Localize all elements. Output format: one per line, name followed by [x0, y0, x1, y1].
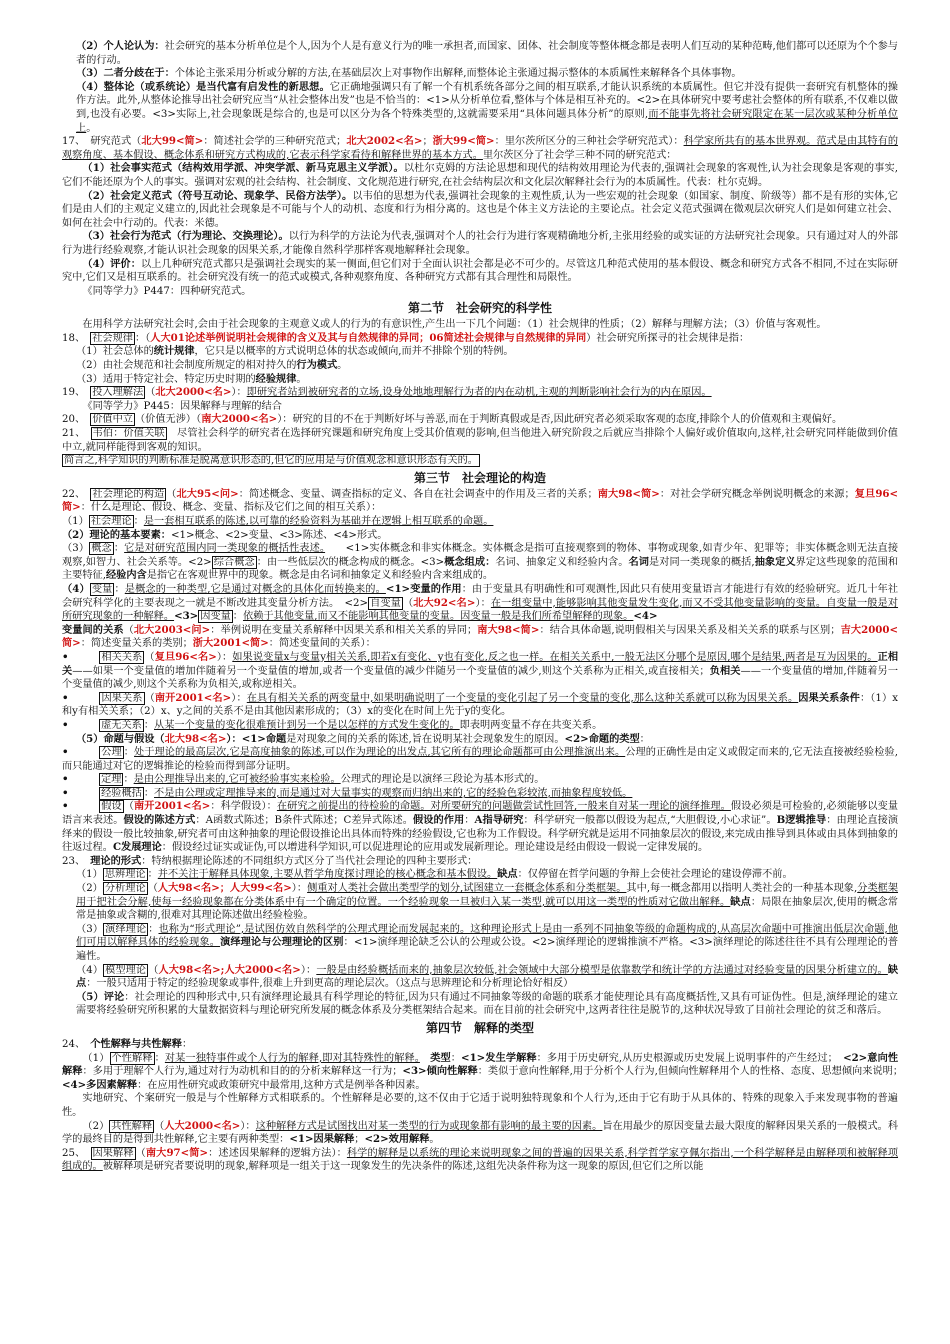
text-run: ——如果一个变量值的增加伴随着另一个变量值的增加,或者一个变量值的减少伴随另一个变量值的减少,则这个关系称为正相关,或直接相关；: [72, 665, 710, 677]
text-run: 。: [337, 360, 348, 372]
boxed-term: 综合概念: [213, 556, 255, 568]
text-run: •: [62, 650, 100, 663]
text-run: 以行为科学的方法论为代表,强调对个人的社会行为进行客观精确地分析,主张用经验的或实证的方法研究社会现象。只有通过对人的外部行为进行经验观察,才能认识社会现象的因果关系,才能像自然科学那样客观地解释社会现象。: [62, 231, 898, 256]
text-run: （2）社会定义范式（符号互动论、现象学、民俗方法学）。: [82, 189, 353, 202]
text-run: （2）个人论认为：: [76, 40, 165, 52]
text-run: 科学的解释是以系统的理论来说明现象之间的普遍的因果关系,科学哲学家亨佩尔指出,一个科学解释是由解释项和被解释项组成的。: [62, 1147, 899, 1173]
text-run: 在一组变量中,能够影响其他变量发生变化,而又不受其他变量影响的变量。自变量一般是对所研究现象的一种解释。: [62, 597, 899, 623]
text-run: 以杜尔克姆的方法论思想和现代的结构效用理论为代表的,强调社会现象的客观性,认为社会现象是客观的事实,它们不能还原为个人的事实。强调对宏观的社会结构、社会制度、文化规范进行研究,在社会结构层次和文化层次解释社会行为的本质属性。代表：杜尔克姆。: [62, 163, 898, 188]
text-run: ：假设经过证实或证伪,可以增进科学知识,可以促进理论的应用或发展新理论。理论建设是经由假设一假说一定律发展的。: [161, 842, 709, 854]
text-run: 统计规律: [153, 345, 195, 358]
paragraph: [62, 800, 898, 854]
text-run: 19、: [62, 387, 91, 399]
boxed-term: 简言之,科学知识的判断标准是脱离意识形态的,但它的应用是与价值观念和意识形态有关的。: [64, 455, 478, 467]
text-run: （: [144, 651, 155, 663]
paragraph: [62, 454, 898, 468]
text-run: A指导研究: [474, 814, 524, 827]
text-run: 是由公理推导出来的,它可被经验事实来检验。: [133, 774, 341, 786]
paragraph: [62, 359, 898, 373]
paragraph: [62, 258, 898, 285]
text-run: 一般是由经验概括而来的,抽象层次较低,社会领域中大部分模型是依靠数学和统计学的方法通过对经验变量的因果分析建立的。: [316, 964, 888, 976]
text-run: 是概念的一种类型,它是通过对概念的具体化而转换来的。: [124, 583, 386, 595]
text-run: <1>实体概念和非实体概念。实体概念是指可直接观察到的物体、事物或现象,如青少年、犯罪等；非实体概念则无法直接观察,如智力、社会关系等。<2>: [62, 543, 899, 568]
boxed-term: 模型理论: [105, 964, 147, 976]
text-run: 在用科学方法研究社会时,会由于社会现象的主观意义或人的行为的有意识性,产生出一下几个问题：（1）社会规律的性质；（2）解释与理解方法；（3）价值与客观性。: [82, 319, 827, 331]
text-run: ：多用于历史研究,从历史根源或历史发展上说明事件的产生经过；: [536, 1052, 844, 1064]
paragraph: [62, 373, 898, 387]
boxed-term: 韦伯：价值关联: [92, 428, 165, 440]
text-run: （1）: [62, 516, 89, 527]
text-run: （4）: [76, 964, 104, 976]
text-run: （5）命题与假设（: [76, 732, 165, 745]
text-run: 实地研究、个案研究一般是与个性解释方式相联系的。个性解释是必要的,这不仅由于它适于说明独特现象和个人行为,还由于它有助于从具体的、特殊的现象入手来发现事物的普遍性。: [62, 1093, 898, 1118]
exam-reference: 浙大99<简>: [432, 135, 495, 148]
text-run: ：仅停留在哲学问题的争辩上会使社会理论的建设停滞不前。: [517, 869, 793, 881]
text-run: ：: [148, 923, 159, 935]
paragraph: [62, 190, 898, 231]
boxed-term: 社会理论的构造: [92, 488, 165, 500]
paragraph: [62, 692, 898, 719]
paragraph: [62, 230, 898, 257]
exam-reference: 北大92<名>: [413, 596, 476, 609]
text-run: ）：: [231, 692, 247, 704]
text-run: （1）: [76, 869, 103, 881]
paragraph: [62, 1038, 898, 1052]
exam-reference: 人大98<名>;人大2000<名>: [158, 963, 301, 976]
paragraph: [62, 40, 898, 67]
exam-reference: 南大98<简>: [477, 623, 540, 636]
text-run: 。: [296, 373, 307, 385]
text-run: ：（: [135, 332, 151, 344]
text-run: 第二节 社会研究的科学性: [407, 301, 552, 316]
boxed-term: 投入理解法: [92, 387, 144, 399]
paragraph: [62, 413, 898, 427]
paragraph: [62, 719, 898, 733]
paragraph: [62, 488, 898, 515]
text-run: （: [154, 1120, 165, 1132]
text-run: ：（1）x和y有相关关系；（2）x、y之间的关系不是由其他因素形成的；（3）x的变化在时间上先于y的变化。: [62, 692, 899, 718]
text-run: 并不关注于解释具体现象,主要从哲学角度探讨理论的核心概念和基本假设。: [157, 869, 498, 881]
text-run: 25、: [62, 1147, 91, 1159]
text-run: ：: [232, 611, 243, 623]
text-run: 假设的作用: [412, 814, 465, 827]
boxed-term: 社会理论: [90, 516, 132, 527]
text-run: ：举例说明在变量关系解释中因果关系和相关关系的异同；: [210, 624, 478, 636]
text-run: 个体论主张采用分析或分解的方法,在基础层次上对事物作出解释,而整体论主张通过揭示整体的本质属性来解释各个具体事物。: [174, 68, 742, 80]
text-run: 以上几种研究范式都只是强调社会现实的某一侧面,但它们对于全面认识社会都是必不可少的。尽管这几种范式使用的基本假设、概念和研究方式各不相同,不过在实际研究中,它们又是相互联系的。社会研究没有统一的范式或模式,各种观察角度、各种研究方式都有其合理性和局限性。: [62, 258, 898, 284]
text-run: <2>意向性解释: [62, 1051, 899, 1078]
text-run: 科学家所共有的基本世界观。范式是由其特有的观察角度、基本假设、概念体系和研究方式构成的,它表示科学家看待和解释世界的基本方式。: [62, 136, 899, 161]
text-run: 《同等学力》P445：因果解释与理解的结合: [82, 400, 282, 412]
text-run: 从某一个变量的变化很难预计到另一个是以怎样的方式发生变化的。: [154, 719, 460, 731]
section-heading: [62, 1020, 898, 1036]
paragraph: [62, 318, 898, 332]
text-run: ：特纳根据理论陈述的不同组织方式区分了当代社会理论的四种主要形式：: [141, 855, 478, 867]
text-run: （4）评价：: [82, 257, 141, 270]
text-run: （3）二者分歧在于：: [76, 67, 175, 80]
text-run: 是对同一类现象的概括,: [649, 556, 755, 568]
text-run: 经验规律: [255, 372, 297, 385]
text-run: ）：: [231, 387, 247, 399]
text-run: ：由于变量具有明确性和可观测性,因此只有使用变量语言才能进行有效的经验研究。近几十年社会研究科学化的主要表现之一就是不断改进其变量分析方法。 <2>: [62, 583, 899, 609]
text-run: •: [62, 786, 100, 799]
text-run: 以韦伯的思想为代表,强调社会现象的主观性质,认为一些宏观的社会现象（如国家、制度、阶级等）都不是有形的实体,它们是由人们的主观定义建立的,因此社会现象是不可能与个人的动机、态度和行为相分离的。这也是个体主义方法论的主要论点。社会定义范式强调在微观层次研究人们是如何建立社会、如何在社会中行动的。代表：米德。: [62, 190, 898, 229]
paragraph: [62, 923, 898, 964]
text-run: 界定这些现象的范围和主要特征,: [62, 556, 899, 582]
exam-reference: 人大98<名>；人大99<名>: [157, 882, 292, 895]
text-run: 它正确地强调只有了解一个有机系统各部分之间的相互联系,才能认识系统的本质属性。但它并没有提供一套研究有机整体的操作方法。此外,从整体论推导出社会研究应当“从社会整体出发”也是不恰当的：<1>从分析单位看,整体与个体是相互补充的。<2>在具体研究中要考虑社会整体的所有联系,不仅难以做到,也没有必要。<3>实际上,社会现象既是综合的,也是可以区分为各个特殊类型的,这就需要采用“具体问题具体分析”的原则,: [76, 81, 898, 120]
exam-reference: 北大95<问>: [176, 487, 239, 500]
text-run: 正相关: [62, 650, 899, 677]
text-run: <3>倾向性解释: [402, 1065, 478, 1078]
paragraph: [62, 733, 898, 747]
text-run: （2）理论的基本要素：: [62, 528, 171, 541]
text-run: 缺点: [730, 895, 751, 908]
text-run: ）：: [216, 651, 233, 663]
text-run: ：: [143, 719, 155, 731]
section-heading: [62, 470, 898, 486]
text-run: 第三节 社会理论的构造: [413, 470, 546, 485]
text-run: •: [62, 800, 100, 813]
paragraph: [62, 529, 898, 543]
paragraph: [62, 386, 898, 400]
text-run: ：什么是理论、假设、概念、变量、指标及它们之间的相互关系）：: [80, 502, 382, 514]
text-run: ；: [422, 136, 433, 148]
boxed-term: 分析理论: [104, 883, 146, 895]
boxed-term: 思辨理论: [104, 869, 146, 881]
paragraph: [62, 773, 898, 787]
text-run: 如果说变量x与变量y相关关系,即若x有变化、y也有变化,反之也一样。在相关关系中,一般无法区分哪个是原因,哪个是结果,两者是互为因果的。: [232, 651, 878, 663]
text-run: <4>多因素解释: [62, 1078, 138, 1091]
text-run: ）：研究的目的不在于判断好坏与善恶,而在于判断真假或是否,因此研究者必须采取客观的态度,排除个人的价值观和主观偏好。: [277, 414, 843, 426]
text-run: 。: [429, 1134, 440, 1146]
text-run: ：: [114, 583, 125, 595]
text-run: <1>命题: [241, 732, 287, 745]
text-run: 变量间的关系: [62, 623, 124, 636]
text-run: ：简述社会学的三种研究范式；: [203, 136, 347, 148]
text-run: 负相关: [709, 664, 741, 677]
text-run: 概念组成：: [444, 555, 496, 568]
exam-reference: 南大2000<名>: [201, 413, 278, 426]
text-run: ：类似于意向性解释,用于分析个人行为,但倾向性解释用个人的性格、态度、思想倾向来说明；: [477, 1066, 909, 1078]
text-run: 即研究者站到被研究者的立场,设身处地地理解行为者的内在动机,主观的判断影响社会行为的内在原因。: [246, 387, 712, 399]
text-run: 侧重对人类社会做出类型学的划分,试图建立一套概念体系和分类框架。: [307, 883, 627, 895]
text-run: 经验内含: [106, 569, 147, 582]
boxed-term: 价值中立: [92, 414, 133, 426]
text-run: ：: [639, 733, 650, 745]
text-run: 而不能事先将社会研究限定在某一层次或某种分析单位上: [76, 108, 899, 134]
text-run: 17、 研究范式（: [62, 136, 142, 148]
boxed-term: 虚无关系: [101, 719, 142, 731]
text-run: 名词、抽象定义和经验内含。: [495, 556, 629, 568]
text-run: ：: [154, 1052, 165, 1064]
paragraph: [62, 855, 898, 869]
text-run: ：简述变量关系的类别；: [80, 638, 193, 650]
exam-reference: 浙大2001<简>: [192, 637, 269, 650]
text-run: （4）整体论（或系统论）是当代富有启发性的新思想。: [76, 80, 330, 93]
text-run: <2>效用解释: [364, 1133, 430, 1146]
text-run: （: [145, 387, 156, 399]
exam-reference: 吉大2000<简>: [62, 623, 898, 650]
paragraph: [62, 135, 898, 162]
text-run: 18、: [62, 332, 91, 344]
text-run: 即表明两变量不存在共变关系。: [459, 719, 603, 731]
paragraph: [62, 285, 898, 299]
text-run: ：结合具体命题,说明假相关与因果关系及相关关系的联系与区别；: [539, 624, 841, 636]
text-run: 是一套相互联系的陈述,以可靠的经验资料为基础并在逻辑上相互联系的命题。: [143, 516, 494, 527]
text-run: （: [135, 1147, 146, 1159]
text-run: （2）: [76, 883, 103, 895]
text-run: 。: [86, 122, 97, 134]
text-run: （: [147, 883, 158, 895]
exam-reference: 复旦96<名>: [154, 650, 217, 663]
paragraph: [62, 345, 898, 359]
text-run: 类型: [419, 1051, 451, 1064]
boxed-term: 假设: [101, 801, 122, 813]
paragraph: [62, 651, 898, 692]
boxed-term: 自变量: [370, 597, 401, 609]
text-run: <4>: [633, 610, 658, 623]
text-run: ——一个变量值的增加,伴随着另一个变量值的减少,则这个关系称为负相关,或称逆相关。: [62, 665, 899, 691]
paragraph: [62, 991, 898, 1018]
exam-reference: 复旦96<简>: [62, 487, 899, 514]
boxed-term: 因果解释: [92, 1147, 134, 1159]
text-run: （5）评论: [76, 990, 125, 1003]
text-run: （2）: [82, 1120, 110, 1132]
text-run: ；: [354, 1134, 365, 1146]
text-run: 假设必须是可检验的,必须能够以变量语言来表述。: [62, 801, 899, 827]
paragraph: [62, 542, 898, 583]
text-run: 《同等学力》P447：四种研究范式。: [82, 285, 252, 297]
text-run: （2）由社会规范和社会制度所规定的相对持久的: [76, 360, 297, 372]
text-run: 在研究之前提出的待检验的命题。对所要研究的问题做尝试性回答,一般来自对某一理论的演绎推理。: [276, 801, 731, 813]
text-run: ：科学研究一般都以假设为起点,“大胆假设,小心求证”。: [523, 815, 777, 827]
text-run: （1）: [82, 1052, 110, 1064]
text-run: ：由理论直接演绎来的假设一般比较抽象,研究者可由这种抽象的理论假设推论出具体而特殊的经验假设,它也称为工作假设。科学研究就是运用不同抽象层次的假设,来完成由推导到具体或由具体到抽象的往返过程。: [62, 815, 899, 854]
boxed-term: 相关关系: [101, 651, 143, 663]
text-run: ：一般只适用于特定的经验现象或事件,很难上升到更高的理论层次。（这点与思辨理论和分析理论恰好相反）: [86, 978, 574, 990]
text-run: <1>因果解释: [289, 1133, 355, 1146]
text-run: 23、: [62, 855, 91, 867]
paragraph: [62, 624, 898, 651]
text-run: ：由一些低层次的概念构成的概念。<3>: [256, 556, 445, 568]
text-run: 被解释项是研究者要说明的现象,解释项是一组关于这一现象发生的先决条件的陈述,这组先决条件称为这一现象的原因,但它们之所以能: [102, 1161, 704, 1173]
exam-reference: 北大2003<问>: [133, 623, 211, 636]
text-run: ）：: [226, 732, 242, 745]
text-run: <2>命题的类型: [564, 732, 640, 745]
boxed-term: 概念: [91, 543, 112, 555]
text-run: 里尔茨区分了社会学三种不同的研究范式：: [482, 149, 677, 161]
exam-reference: 人大01论述举例说明社会规律的含义及其与自然规律的异同；06简述社会规律与自然规律的异同: [150, 331, 587, 344]
text-run: ：简述变量间的关系）：: [268, 638, 376, 650]
boxed-term: 公理: [101, 747, 122, 759]
text-run: ：<1>演绎理论缺乏公认的公理或公设。<2>演绎理论的逻辑推演不严格。<3>演绎理论的陈述往往不具有公理理论的普遍性。: [76, 937, 899, 962]
paragraph: [62, 162, 898, 189]
text-run: 演绎理论与公理理论的区别: [220, 936, 344, 949]
text-run: ：里尔茨所区分的三种社会学研究范式）：: [494, 136, 684, 148]
boxed-term: 变量: [91, 583, 113, 595]
text-run: 缺点: [497, 868, 518, 881]
text-run: （: [123, 801, 135, 813]
text-run: （: [166, 488, 177, 500]
text-run: <1>概念、<2>变量、<3>陈述、<4>形式。: [170, 529, 388, 541]
text-run: 21、: [62, 428, 91, 440]
paragraph: [62, 583, 898, 624]
text-run: 抽象定义: [754, 555, 796, 568]
text-run: （: [123, 624, 134, 636]
text-run: 20、: [62, 414, 91, 426]
text-run: （: [144, 692, 155, 704]
text-run: ：: [450, 1052, 462, 1064]
paragraph: [62, 515, 898, 529]
exam-reference: 南开2001<名>: [154, 691, 232, 704]
text-run: B逻辑推导: [776, 814, 827, 827]
text-run: ：述述因果解释的逻辑方法）：: [208, 1147, 347, 1159]
text-run: （3）适用于特定社会、特定历史时期的: [76, 373, 256, 385]
paragraph: [62, 882, 898, 923]
text-run: 因果关系条件: [798, 691, 860, 704]
text-run: 其中,每一概念都用以指明人类社会的一种基本现象,: [626, 883, 858, 895]
text-run: 缺点: [76, 963, 899, 990]
text-run: 是对现象之间的关系的陈述,旨在说明某社会现象发生的原因。: [286, 733, 565, 745]
paragraph: [62, 746, 898, 773]
text-run: •: [62, 718, 100, 731]
boxed-term: 社会规律: [92, 332, 133, 344]
paragraph: [62, 1147, 898, 1174]
paragraph: [62, 1051, 909, 1093]
text-run: 公理的正确性是由定义或假定而来的,它无法直接被经验检验,而只能通过对它的逻辑推论的检验而得到部分证明。: [62, 747, 899, 772]
boxed-term: 经验概括: [101, 787, 142, 799]
text-run: 也称为“形式理论”,是试图仿效自然科学的公理式理论而发展起来的。这种理论形式上是由一系列不同抽象等级的命题构成的,从高层次命题中可推演出低层次命题,他们可用以解释具体的经验现象。: [76, 923, 899, 949]
text-run: ）：: [475, 597, 491, 609]
text-run: 第四节 解释的类型: [425, 1020, 534, 1035]
exam-reference: 南开2001<名>: [134, 800, 211, 813]
text-run: 依赖于其他变量,而又不能影响其他变量的变量。因变量一般是我们所希望解释的现象。: [242, 611, 634, 623]
text-run: 分类框架用于把社会分解,使每一经验现象都在分类体系中有一个确定的位置。一个经验现象一旦被归入某一类型,就可以用这一类型的性质对它做出解释。: [76, 883, 899, 908]
boxed-term: 定理: [101, 774, 122, 786]
text-run: 理论的形式: [90, 854, 142, 867]
text-run: 是指它在客观世界中的现象。概念是由名词和抽象定义和经验内含来组成的。: [146, 570, 494, 582]
text-run: ：: [147, 869, 158, 881]
text-run: •: [62, 746, 100, 759]
boxed-term: 共性解释: [111, 1120, 153, 1132]
text-run: 它是对研究范围内同一类现象的概括性表述。: [124, 543, 326, 555]
text-run: 尽管社会科学的研究者在选择研究课题和研究角度上受其价值观的影响,但当他进入研究阶段之后就应当排除个人偏好或价值取向,这样,社会研究同样能做到价值中立,就同样能得到客观的知识。: [62, 428, 898, 453]
boxed-term: 因果关系: [101, 692, 143, 704]
text-run: ）：: [240, 1120, 256, 1132]
text-run: ：科学假设）：: [210, 801, 277, 813]
text-run: •: [62, 691, 100, 704]
exam-reference: 北大2000<名>: [155, 386, 232, 399]
text-run: ）社会研究所探寻的社会规律是指：: [586, 332, 750, 344]
text-run: （3）: [76, 923, 104, 935]
text-run: ：社会理论的四种形式中,只有演绎理论最具有科学理论的特征,因为只有通过不同抽象等级的命题的联系才能使理论具有高度概括性,又具有可证伪性。但是,演绎理论的建立需要将经验研究所积累的大量数据资料与理论研究所发展的概念体系及分类框架结合起来。而在目前的社会研究中,这两者往往是脱节的,这种状况导致了目前社会理论的贫乏和落后。: [76, 991, 898, 1017]
text-run: （4）: [62, 582, 90, 595]
text-run: ：多用于理解个人行为,通过对行为动机和目的的分析来解释这一行为；: [82, 1066, 403, 1078]
text-run: C发展理论: [112, 841, 162, 854]
text-run: 在具有相关关系的两变量中,如果明确说明了一个变量的变化引起了另一个变量的变化,那么这种关系就可以称为因果关系。: [246, 692, 799, 704]
paragraph: [62, 1120, 898, 1147]
text-run: ：局限在抽象层次,使用的概念常常是抽象或含糊的,很难对其理论陈述做出经验检验。: [76, 896, 898, 922]
text-run: ：: [113, 543, 125, 555]
text-run: 这种解释方式是试图找出对某一类型的行为或现象都有影响的最主要的因素。: [255, 1120, 603, 1132]
paragraph: [62, 868, 898, 882]
text-run: ：: [123, 774, 134, 786]
text-run: （: [402, 597, 414, 609]
boxed-term: 演绎理论: [105, 923, 147, 935]
text-run: （1）社会总体的: [76, 346, 154, 358]
text-run: ：: [143, 787, 155, 799]
paragraph: [62, 1092, 898, 1119]
paragraph: [62, 400, 898, 414]
text-run: 对某一独特事件或个人行为的解释,即对其特殊性的解释。: [164, 1052, 420, 1064]
text-run: （: [148, 964, 159, 976]
text-run: 个性解释与共性解释: [90, 1037, 182, 1050]
text-run: ：: [133, 516, 144, 527]
text-run: 假设的陈述方式: [123, 814, 196, 827]
text-run: 社会研究的基本分析单位是个人,因为个人是有意义行为的唯一承担者,而国家、团体、社会制度等整体概念都是表明人们互动的某种范畴,他们都可以还原为个个参与者的行动。: [76, 41, 898, 66]
exam-reference: 南大98<简>: [597, 487, 660, 500]
exam-reference: 北大99<简>: [141, 135, 204, 148]
text-run: （1）社会事实范式（结构效用学派、冲突学派、新马克思主义学派）。: [82, 162, 404, 175]
text-run: ）：: [291, 883, 308, 895]
paragraph: [62, 332, 898, 346]
boxed-term: 个性解释: [111, 1052, 153, 1064]
text-run: ：: [123, 747, 135, 759]
text-run: <1>发生学解释: [461, 1051, 537, 1064]
text-run: ）：: [300, 964, 317, 976]
exam-reference: 北大98<名>: [164, 732, 227, 745]
text-run: ：: [464, 815, 475, 827]
paragraph: [62, 964, 898, 991]
text-run: ：简述概念、变量、调查指标的定义、各自在社会调查中的作用及三者的关系；: [238, 488, 598, 500]
section-heading: [62, 300, 898, 316]
paragraph: [62, 427, 898, 454]
text-run: 24、: [62, 1038, 91, 1050]
text-run: <1>变量的作用: [385, 582, 462, 595]
text-run: 处于理论的最高层次,它是高度抽象的陈述,可以作为理论的出发点,其它所有的理论命题都可由公理推演出来。: [134, 747, 626, 759]
text-run: 名词: [628, 555, 650, 568]
exam-reference: 人大2000<名>: [164, 1119, 241, 1132]
text-run: 行为模式: [296, 359, 338, 372]
text-run: 旨在用最少的原因变量去最大限度的解释因果关系的一般模式。科学的最终目的是得到共性解释,它主要有两种类型：: [62, 1120, 899, 1146]
text-run: ：对社会学研究概念举例说明概念的来源；: [659, 488, 855, 500]
text-run: 不是由公理或定理推导来的,而是通过对大量事实的观察而归纳出来的,它的经验色彩较浓,而抽象程度较低。: [154, 787, 633, 799]
paragraph: [62, 67, 898, 81]
text-run: <3>: [174, 610, 199, 623]
paragraph: [62, 81, 898, 135]
text-run: ：A函数式陈述；B条件式陈述；C差异式陈述。: [195, 815, 413, 827]
exam-reference: 北大2002<名>: [346, 135, 423, 148]
paragraph: [62, 787, 898, 801]
text-run: （3）社会行为范式（行为理论、交换理论）。: [82, 230, 289, 243]
exam-reference: 南大97<简>: [145, 1146, 209, 1159]
text-run: （3）: [62, 543, 90, 555]
text-run: ：在应用性研究或政策研究中最常用,这种方式是例举各种因素。: [137, 1079, 426, 1091]
document-page: [62, 40, 909, 1174]
text-run: （价值无涉）（: [135, 414, 202, 426]
text-run: 22、: [62, 488, 91, 500]
text-run: ：: [181, 1038, 193, 1050]
text-run: •: [62, 773, 100, 786]
text-run: ，它只是以概率的方式说明总体的状态或倾向,而并不排除个别的特例。: [194, 346, 514, 358]
boxed-term: 因变量: [200, 611, 231, 623]
text-run: 公理式的理论是以演绎三段论为基本形式的。: [340, 774, 545, 786]
